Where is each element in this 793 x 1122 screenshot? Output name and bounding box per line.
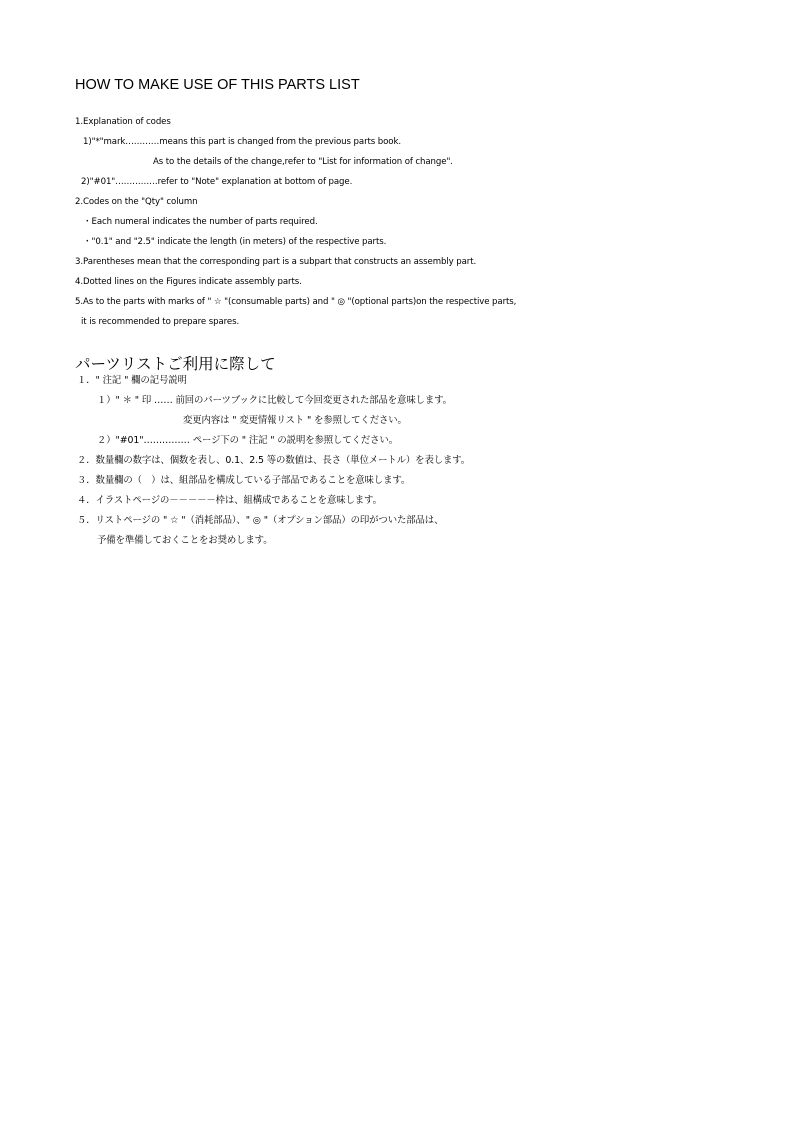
en-line-6: ・Each numeral indicates the number of parts required. [83, 217, 318, 227]
ja-line-6: ３．数量欄の（ ）は、組部品を構成している子部品であることを意味します。 [77, 475, 411, 486]
en-line-9: 4.Dotted lines on the Figures indicate assembly parts. [75, 277, 302, 287]
ja-line-3: 変更内容は " 変更情報リスト " を参照してください。 [183, 415, 407, 426]
ja-line-1: １．" 注記 " 欄の記号説明 [77, 375, 187, 386]
en-line-5: 2.Codes on the "Qty" column [75, 197, 198, 207]
en-line-11: it is recommended to prepare spares. [81, 317, 240, 327]
en-line-7: ・"0.1" and "2.5" indicate the length (in meters) of the respective parts. [83, 237, 387, 247]
ja-line-9: 予備を準備しておくことをお奨めします。 [97, 535, 273, 546]
en-line-3: As to the details of the change,refer to "List for information of change". [153, 157, 453, 167]
en-line-1: 1.Explanation of codes [75, 117, 171, 127]
en-line-8: 3.Parentheses mean that the corresponding part is a subpart that constructs an assembly part. [75, 257, 477, 267]
en-line-10: 5.As to the parts with marks of " ☆ "(consumable parts) and " ◎ "(optional parts)on the respective parts, [75, 297, 517, 307]
ja-line-7: ４．イラストページの－－－－－枠は、組構成であることを意味します。 [77, 495, 382, 506]
english-section-title: HOW TO MAKE USE OF THIS PARTS LIST [75, 77, 360, 93]
japanese-section-title: パーツリストご利用に際して [75, 355, 276, 373]
en-line-4: 2)"#01"……………refer to "Note" explanation at bottom of page. [81, 177, 353, 187]
ja-line-5: ２．数量欄の数字は、個数を表し、0.1、2.5 等の数値は、長さ（単位メートル）を表します。 [77, 455, 471, 466]
en-line-2: 1)"*"mark…………means this part is changed from the previous parts book. [83, 137, 401, 147]
ja-line-8: ５．リストページの " ☆ "（消耗部品）、" ◎ "（オプション部品）の印がついた部品は、 [77, 515, 444, 526]
ja-line-4: ２）"#01"…………… ページ下の " 注記 " の説明を参照してください。 [97, 435, 398, 446]
ja-line-2: １）" ＊ " 印 …… 前回のパーツブックに比較して今回変更された部品を意味します。 [97, 395, 452, 406]
